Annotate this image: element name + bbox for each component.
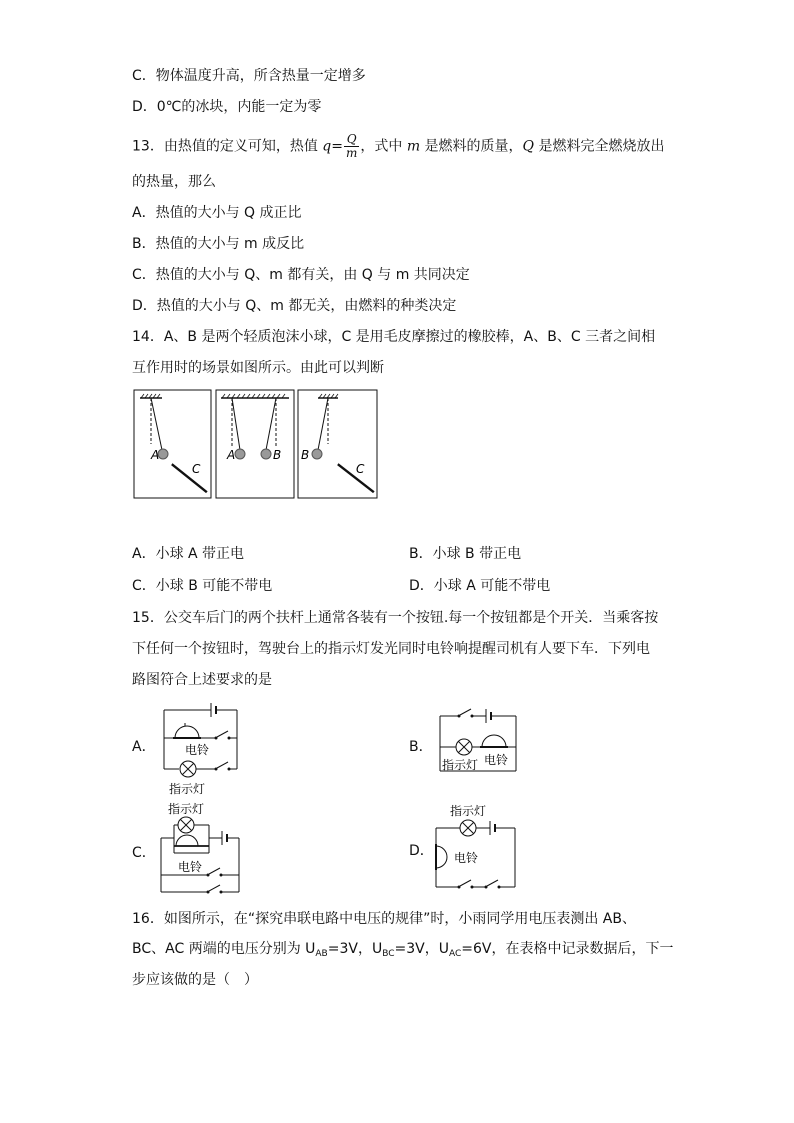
label-b-2: B — [273, 448, 282, 462]
panel1-string — [151, 398, 162, 450]
bell-label-b: 电铃 — [484, 753, 509, 767]
circuit-b — [434, 706, 524, 782]
q14-option-a: A．小球 A 带正电 — [132, 546, 245, 562]
circuit-c — [152, 800, 247, 898]
q13-stem-text: 是燃料完全燃烧放出 — [534, 138, 665, 155]
ball-b-3 — [312, 449, 322, 459]
switch-2 — [217, 762, 228, 768]
switch-2 — [209, 885, 220, 891]
q16-text: =6V，在表格中记录数据后，下一 — [461, 941, 674, 957]
var-q: q — [322, 138, 332, 155]
q14-option-c: C．小球 B 可能不带电 — [132, 578, 273, 594]
switch-1 — [460, 880, 471, 886]
q12-option-c: C．物体温度升高，所含热量一定增多 — [132, 68, 366, 84]
subscript-ac: AC — [448, 949, 462, 959]
bell-label-d: 电铃 — [454, 851, 479, 865]
panel1-frame — [134, 390, 211, 498]
lamp-label-d: 指示灯 — [450, 804, 487, 818]
bell-icon — [482, 735, 506, 747]
label-b-3: B — [301, 448, 310, 462]
circuit-d — [430, 800, 525, 896]
q15-stem-line2: 下任何一个按钮时，驾驶台上的指示灯发光同时电铃响提醒司机有人要下车．下列电 — [132, 641, 650, 657]
q12-option-d: D．0℃的冰块，内能一定为零 — [132, 99, 322, 115]
ball-b-2 — [261, 449, 271, 459]
q16-text: =3V，U — [327, 941, 383, 957]
switch-1 — [460, 709, 471, 715]
bell-icon — [176, 835, 198, 846]
q14-stem-line2: 互作用时的场景如图所示。由此可以判断 — [132, 360, 384, 376]
lamp-label-c: 指示灯 — [168, 802, 205, 816]
q16-stem-line2 — [132, 939, 674, 964]
q13-stem-text: 13．由热值的定义可知，热值 — [132, 138, 323, 155]
panel3-string — [318, 398, 328, 450]
q13-option-c: C．热值的大小与 Q、m 都有关，由 Q 与 m 共同决定 — [132, 267, 470, 283]
equals-sign: = — [331, 138, 343, 155]
switch-1 — [209, 868, 220, 874]
q15-option-a-label: A． — [132, 739, 156, 755]
bell-label-a: 电铃 — [185, 743, 210, 757]
fraction-denominator: m — [345, 146, 358, 160]
bell-icon — [436, 846, 447, 868]
ball-a — [158, 449, 168, 459]
switch-1 — [217, 731, 228, 737]
lamp-label-a: 指示灯 — [169, 782, 206, 796]
panel2-frame — [216, 390, 294, 498]
bell-icon — [175, 726, 199, 738]
q15-option-b-label: B． — [409, 739, 433, 755]
q14-stem-line1: 14．A、B 是两个轻质泡沫小球，C 是用毛皮摩擦过的橡胶棒，A、B、C 三者之间相 — [132, 329, 656, 345]
label-a: A — [151, 448, 160, 462]
circuit-a — [155, 700, 245, 800]
label-a-2: A — [227, 448, 236, 462]
bell-label-c: 电铃 — [178, 860, 203, 874]
q16-text: =3V，U — [394, 941, 449, 957]
q14-figure — [130, 388, 382, 502]
var-Q: Q — [522, 138, 535, 155]
q15-option-c-label: C． — [132, 845, 156, 861]
q16-stem-line3: 步应该做的是（ ） — [132, 972, 258, 988]
rod-c — [172, 464, 207, 492]
subscript-bc: BC — [382, 949, 395, 959]
q14-option-b: B．小球 B 带正电 — [409, 546, 522, 562]
label-c-3: C — [356, 462, 365, 476]
ball-a-2 — [235, 449, 245, 459]
panel3-frame — [298, 390, 377, 498]
q15-stem-line1: 15．公交车后门的两个扶杆上通常各装有一个按钮.每一个按钮都是个开关．当乘客按 — [132, 610, 659, 626]
q13-option-d: D．热值的大小与 Q、m 都无关，由燃料的种类决定 — [132, 298, 457, 314]
q16-stem-line1: 16．如图所示，在“探究串联电路中电压的规律”时，小雨同学用电压表测出 AB、 — [132, 911, 636, 927]
q13-stem-text: ，式中 — [360, 138, 407, 155]
switch-2 — [487, 880, 498, 886]
subscript-ab: AB — [315, 949, 328, 959]
q15-stem-line3: 路图符合上述要求的是 — [132, 672, 272, 688]
q15-option-d-label: D． — [409, 843, 434, 859]
var-m: m — [406, 138, 421, 155]
q13-stem-text: 是燃料的质量， — [420, 138, 523, 155]
q13-option-b: B．热值的大小与 m 成反比 — [132, 236, 305, 252]
q13-option-a: A．热值的大小与 Q 成正比 — [132, 205, 302, 221]
q14-option-d: D．小球 A 可能不带电 — [409, 578, 551, 594]
fraction-q-over-m — [344, 133, 359, 160]
label-c: C — [192, 462, 201, 476]
lamp-label-b: 指示灯 — [442, 758, 479, 772]
q13-stem-line2: 的热量，那么 — [132, 174, 216, 190]
fraction-numerator: Q — [344, 133, 359, 147]
q13-stem-line1 — [132, 133, 664, 160]
q16-text: BC、AC 两端的电压分别为 U — [132, 941, 316, 957]
